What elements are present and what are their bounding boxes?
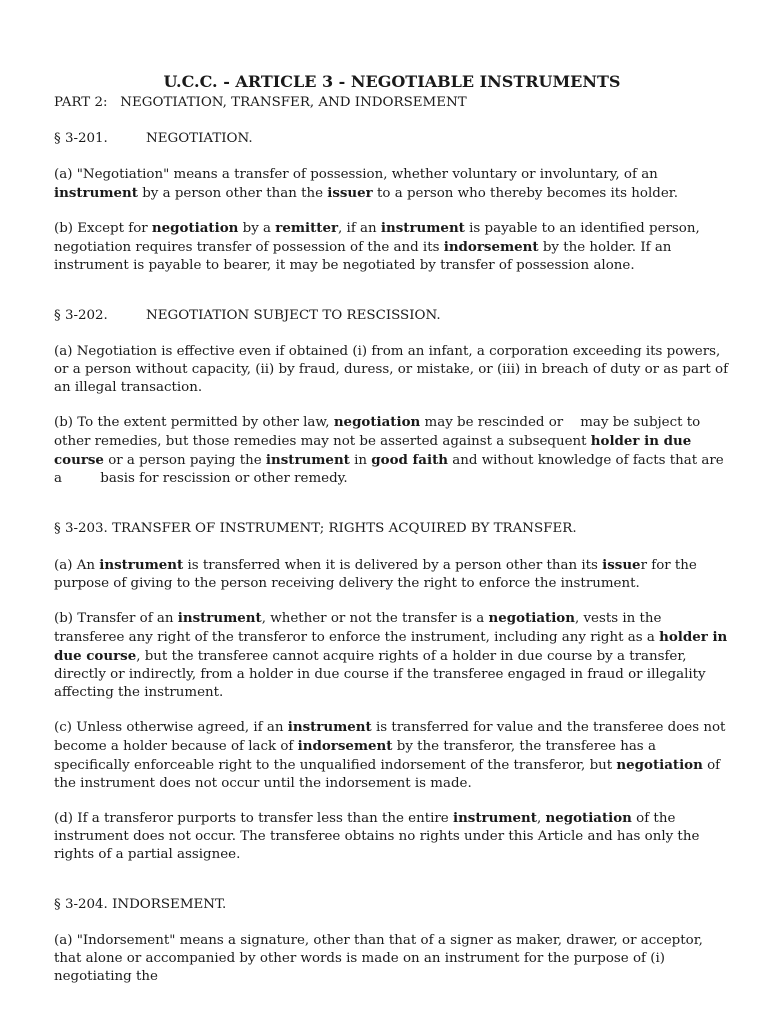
section-title: NEGOTIATION SUBJECT TO RESCISSION. [146,308,441,323]
defined-term: indorsement [443,239,539,255]
defined-term: holder in due course [54,433,696,468]
paragraph-text: (a) Negotiation is effective even if obtained (i) from an infant, a corporation exceeding its powers, or a person without capacity, (ii) by fraud, duress, or mistake, or (iii) in breach of duty or as part of an illegal transaction. [54,344,733,395]
defined-term: instrument [54,185,138,201]
paragraph-text: is transferred for value and the transferee does not become a holder because of lack of [54,720,730,754]
section-paragraph [54,718,730,793]
section-paragraph [54,609,730,702]
section-heading [54,130,730,148]
paragraph-text: , [536,811,546,826]
defined-term: good faith [371,452,448,468]
paragraph-text: (a) "Indorsement" means a signature, other than that of a signer as maker, drawer, or acceptor, that alone or accompanied by other words is made on an instrument for the purpose of (i) negotiating the [54,933,708,984]
section-heading [54,307,730,325]
defined-term: negotiation [333,414,421,430]
section-title: INDORSEMENT. [107,897,227,912]
section-paragraph [54,413,730,488]
section-paragraph [54,166,730,203]
section-number: § 3-201. [54,131,108,146]
defined-term: issue [602,557,641,573]
sections-container [54,130,733,986]
section-spacer [54,504,730,520]
paragraph-text: , whether or not the transfer is a [261,611,489,626]
paragraph-text: (a) "Negotiation" means a transfer of possession, whether voluntary or involuntary, of an [54,167,663,182]
defined-term: instrument [99,557,184,573]
paragraph-text: , but the transferee cannot acquire rights of a holder in due course by a transfer, directly or indirectly, from a holder in due course if the transferee engaged in fraud or illegality affecting the instrument. [54,649,710,700]
section-number: § 3-202. [54,308,108,323]
section-paragraph [54,219,730,275]
document-title: U.C.C. - ARTICLE 3 - NEGOTIABLE INSTRUMENTS [163,72,621,91]
defined-term: instrument [287,719,372,735]
defined-term: negotiation [616,757,703,773]
paragraph-text: and without knowledge of facts that are a basis for rescission or other remedy. [54,453,728,486]
defined-term: instrument [177,610,262,626]
paragraph-text: to a person who thereby becomes its holder. [372,186,678,201]
defined-term: issuer [327,185,373,201]
defined-term: holder in due course [54,629,732,664]
paragraph-text: (b) To the extent permitted by other law, [54,415,334,430]
paragraph-text: may be rescinded or may be subject to other remedies, but those remedies may not be asserted against a subsequent [54,415,705,449]
paragraph-text: (d) If a transferor purports to transfer less than the entire [54,811,453,826]
defined-term: remitter [275,220,339,236]
part-heading: PART 2: NEGOTIATION, TRANSFER, AND INDORSEMENT [54,95,467,110]
paragraph-text: , vests in the transferee any right of the transferor to enforce the instrument, including any right as a [54,611,666,645]
defined-term: indorsement [297,738,393,754]
defined-term: instrument [452,810,537,826]
paragraph-text: (b) Except for [54,221,152,236]
defined-term: negotiation [151,220,239,236]
section-spacer [54,880,730,896]
paragraph-text: (b) Transfer of an [54,611,178,626]
section-paragraph [54,932,730,986]
section-paragraph [54,556,730,593]
paragraph-text: of the instrument does not occur. The transferee obtains no rights under this Article and has only the rights of a partial assignee. [54,811,704,862]
paragraph-text: of the instrument does not occur until the indorsement is made. [54,758,725,791]
paragraph-text: in [349,453,372,468]
defined-term: instrument [380,220,465,236]
section-heading [54,896,730,914]
paragraph-text: (c) Unless otherwise agreed, if an [54,720,288,735]
document-page [54,72,733,1002]
paragraph-text: by the holder. If an instrument is payable to bearer, it may be negotiated by transfer of possession alone. [54,240,676,273]
defined-term: negotiation [488,610,575,626]
section-spacer [54,291,730,307]
paragraph-text: is transferred when it is delivered by a person other than its [183,558,603,573]
defined-term: instrument [265,452,350,468]
paragraph-text: by the transferor, the transferee has a specifically enforceable right to the unqualified indorsement of the transferor, but [54,739,661,773]
paragraph-text: , if an [338,221,381,236]
paragraph-text: r for the purpose of giving to the person receiving delivery the right to enforce the instrument. [54,558,702,591]
section-paragraph [54,809,730,864]
paragraph-text: by a [238,221,276,236]
section-paragraph [54,343,733,397]
section-number: § 3-204. [54,897,108,912]
paragraph-text: is payable to an identified person, negotiation requires transfer of possession of the and its [54,221,704,255]
paragraph-text: by a person other than the [137,186,328,201]
section-heading [54,520,730,538]
paragraph-text: (a) An [54,558,100,573]
section-title: TRANSFER OF INSTRUMENT; RIGHTS ACQUIRED BY TRANSFER. [107,521,577,536]
section-number: § 3-203. [54,521,108,536]
section-title: NEGOTIATION. [146,131,253,146]
defined-term: negotiation [545,810,632,826]
paragraph-text: or a person paying the [103,453,266,468]
